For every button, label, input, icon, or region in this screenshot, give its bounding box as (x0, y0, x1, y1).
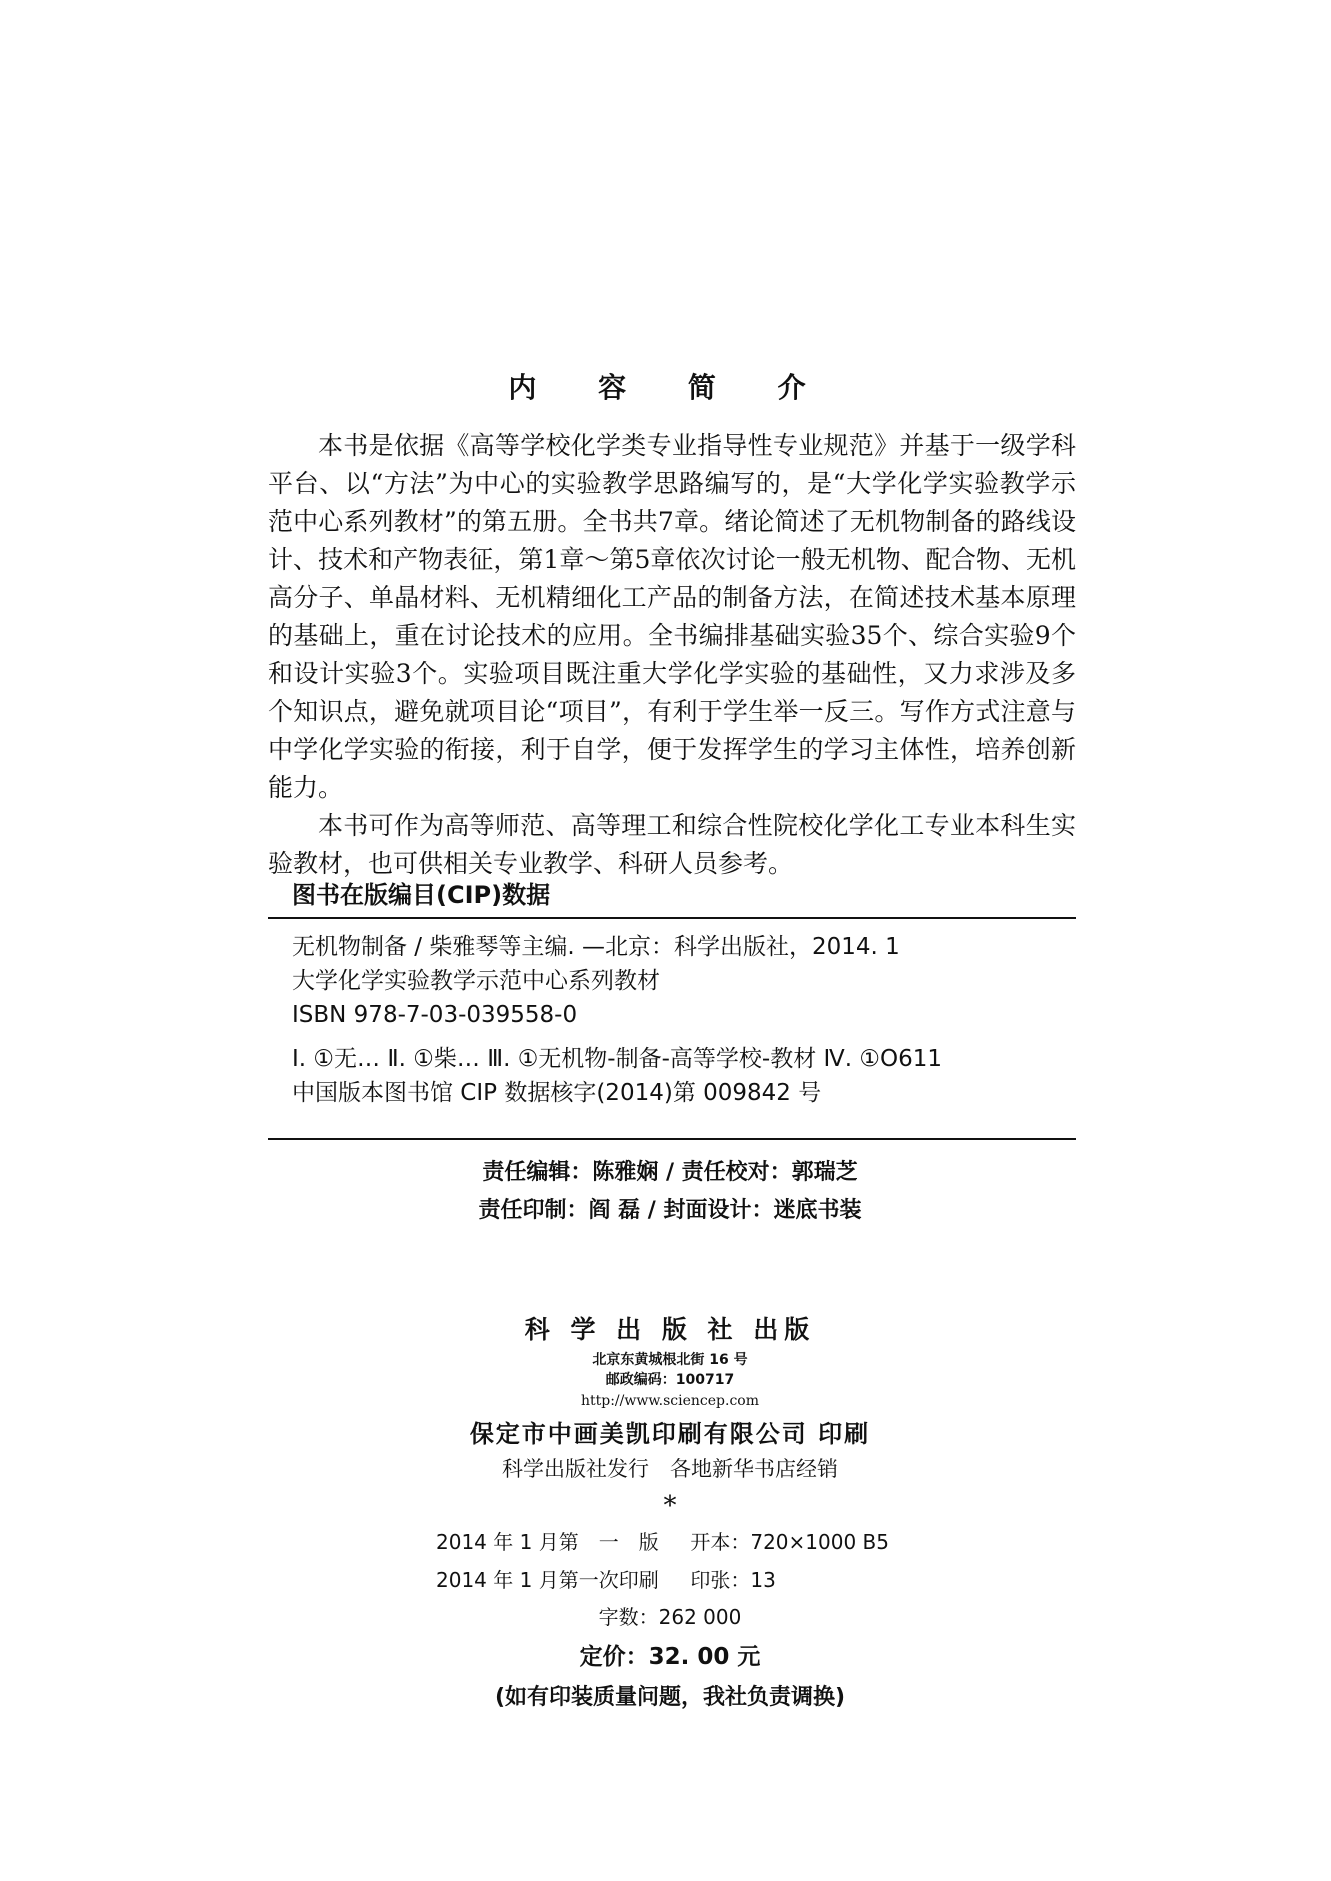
credits-editors: 责任编辑：陈雅娴 / 责任校对：郭瑞芝 (482, 1160, 858, 1185)
cip-record (292, 930, 1072, 1110)
cip-bottom-rule (268, 1138, 1076, 1140)
cip-subject-line: Ⅰ. ①无… Ⅱ. ①柴… Ⅲ. ①无机物-制备-高等学校-教材 Ⅳ. ①O611 (292, 1046, 942, 1072)
intro-paragraph: 本书可作为高等师范、高等理工和综合性院校化学化工专业本科生实验教材，也可供相关专业教学、科研人员参考。 (268, 811, 1076, 878)
credits-production: 责任印制：阎 磊 / 封面设计：迷底书装 (478, 1198, 862, 1223)
publisher-name: 科 学 出 版 社 出版 (524, 1315, 816, 1344)
cip-heading: 图书在版编目(CIP)数据 (292, 881, 551, 909)
intro-title: 内 容 简 介 (508, 371, 832, 404)
edition-format: 开本：720×1000 B5 (690, 1530, 889, 1554)
printing-date: 2014 年 1 月第一次印刷 (436, 1568, 659, 1592)
publisher-address: 北京东黄城根北街 16 号 (592, 1352, 748, 1368)
publisher-postcode: 邮政编码：100717 (605, 1372, 735, 1388)
edition-date: 2014 年 1 月第 一 版 (436, 1530, 659, 1554)
cip-isbn-line: ISBN 978-7-03-039558-0 (292, 1002, 578, 1028)
cip-title-line: 无机物制备 / 柴雅琴等主编. —北京：科学出版社，2014. 1 (292, 934, 900, 960)
credits (270, 1154, 1070, 1230)
separator-asterisk: * (663, 1491, 677, 1521)
printer-name: 保定市中画美凯印刷有限公司 印刷 (469, 1419, 871, 1448)
distributor: 科学出版社发行 各地新华书店经销 (502, 1457, 838, 1481)
edition-row (436, 1561, 996, 1599)
intro-paragraph: 本书是依据《高等学校化学类专业指导性专业规范》并基于一级学科平台、以“方法”为中心的实验教学思路编写的，是“大学化学实验教学示范中心系列教材”的第五册。全书共7章。绪论简述了无机物制备的路线设计、技术和产物表征，第1章～第5章依次讨论一般无机物、配合物、无机高分子、单晶材料、无机精细化工产品的制备方法，在简述技术基本原理的基础上，重在讨论技术的应用。全书编排基础实验35个、综合实验9个和设计实验3个。实验项目既注重大学化学实验的基础性，又力求涉及多个知识点，避免就项目论“项目”，有利于学生举一反三。写作方式注意与中学化学实验的衔接，利于自学，便于发挥学生的学习主体性，培养创新能力。 (268, 431, 1076, 802)
edition-info (436, 1523, 996, 1599)
intro-body (268, 427, 1076, 883)
cip-series-line: 大学化学实验教学示范中心系列教材 (292, 968, 660, 994)
printing-sheets: 印张：13 (690, 1568, 776, 1592)
price: 定价：32. 00 元 (579, 1644, 761, 1670)
cip-top-rule (268, 917, 1076, 919)
edition-row (436, 1523, 996, 1561)
word-count: 字数：262 000 (598, 1605, 742, 1629)
cip-number-line: 中国版本图书馆 CIP 数据核字(2014)第 009842 号 (292, 1080, 822, 1106)
quality-note: (如有印装质量问题，我社负责调换) (494, 1685, 846, 1710)
price-block (270, 1598, 1070, 1718)
publisher-url: http://www.sciencep.com (580, 1393, 759, 1409)
publisher-block (270, 1310, 1070, 1522)
